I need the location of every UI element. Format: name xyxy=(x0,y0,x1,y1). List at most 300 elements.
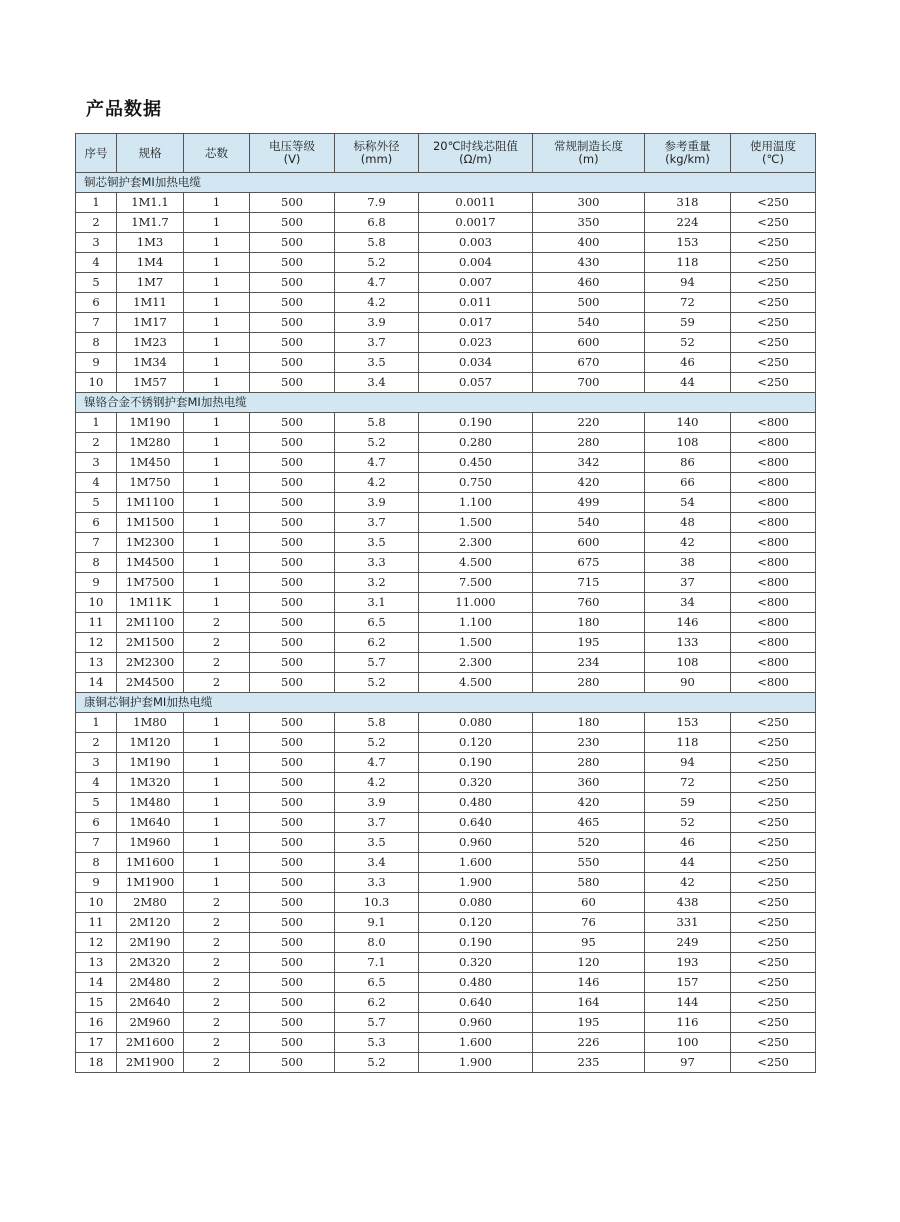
cell-length: 220 xyxy=(533,413,645,433)
cell-spec: 2M4500 xyxy=(117,673,184,693)
cell-weight: 193 xyxy=(645,953,731,973)
table-row xyxy=(76,293,816,313)
cell-temperature: <800 xyxy=(731,673,816,693)
cell-weight: 34 xyxy=(645,593,731,613)
cell-spec: 1M1900 xyxy=(117,873,184,893)
cell-temperature: <250 xyxy=(731,273,816,293)
cell-spec: 2M1500 xyxy=(117,633,184,653)
cell-diameter: 5.2 xyxy=(335,433,419,453)
cell-weight: 37 xyxy=(645,573,731,593)
cell-no: 9 xyxy=(76,353,117,373)
cell-length: 164 xyxy=(533,993,645,1013)
cell-length: 120 xyxy=(533,953,645,973)
cell-temperature: <800 xyxy=(731,473,816,493)
table-row xyxy=(76,313,816,333)
cell-spec: 1M57 xyxy=(117,373,184,393)
cell-voltage: 500 xyxy=(250,833,335,853)
cell-spec: 1M4 xyxy=(117,253,184,273)
table-row xyxy=(76,773,816,793)
table-row xyxy=(76,733,816,753)
cell-no: 14 xyxy=(76,673,117,693)
cell-temperature: <800 xyxy=(731,533,816,553)
cell-spec: 1M280 xyxy=(117,433,184,453)
cell-cores: 1 xyxy=(184,773,250,793)
table-row xyxy=(76,913,816,933)
cell-spec: 2M120 xyxy=(117,913,184,933)
cell-spec: 1M1500 xyxy=(117,513,184,533)
table-row xyxy=(76,993,816,1013)
cell-resistance: 0.003 xyxy=(419,233,533,253)
cell-voltage: 500 xyxy=(250,513,335,533)
header-row xyxy=(76,134,816,173)
table-row xyxy=(76,513,816,533)
header-spec: 规格 xyxy=(117,134,184,173)
cell-no: 2 xyxy=(76,733,117,753)
cell-spec: 1M7 xyxy=(117,273,184,293)
cell-temperature: <250 xyxy=(731,193,816,213)
cell-weight: 46 xyxy=(645,833,731,853)
table-row xyxy=(76,193,816,213)
cell-no: 8 xyxy=(76,853,117,873)
cell-length: 499 xyxy=(533,493,645,513)
cell-cores: 1 xyxy=(184,373,250,393)
cell-diameter: 6.2 xyxy=(335,633,419,653)
table-row xyxy=(76,533,816,553)
cell-spec: 1M1.1 xyxy=(117,193,184,213)
cell-length: 670 xyxy=(533,353,645,373)
cell-no: 1 xyxy=(76,413,117,433)
cell-weight: 118 xyxy=(645,253,731,273)
cell-weight: 318 xyxy=(645,193,731,213)
cell-temperature: <250 xyxy=(731,713,816,733)
cell-length: 60 xyxy=(533,893,645,913)
cell-voltage: 500 xyxy=(250,613,335,633)
cell-resistance: 1.900 xyxy=(419,873,533,893)
cell-spec: 1M34 xyxy=(117,353,184,373)
cell-cores: 1 xyxy=(184,253,250,273)
cell-diameter: 3.2 xyxy=(335,573,419,593)
cell-temperature: <250 xyxy=(731,893,816,913)
group-title: 镍铬合金不锈钢护套MI加热电缆 xyxy=(76,393,816,413)
cell-resistance: 7.500 xyxy=(419,573,533,593)
cell-voltage: 500 xyxy=(250,193,335,213)
cell-cores: 1 xyxy=(184,513,250,533)
cell-voltage: 500 xyxy=(250,973,335,993)
cell-length: 675 xyxy=(533,553,645,573)
cell-weight: 42 xyxy=(645,533,731,553)
cell-voltage: 500 xyxy=(250,1033,335,1053)
cell-spec: 1M11 xyxy=(117,293,184,313)
cell-length: 180 xyxy=(533,713,645,733)
cell-length: 420 xyxy=(533,473,645,493)
cell-voltage: 500 xyxy=(250,293,335,313)
cell-temperature: <250 xyxy=(731,213,816,233)
cell-cores: 2 xyxy=(184,973,250,993)
cell-cores: 2 xyxy=(184,893,250,913)
cell-diameter: 3.3 xyxy=(335,553,419,573)
cell-spec: 2M1900 xyxy=(117,1053,184,1073)
table-row xyxy=(76,813,816,833)
cell-no: 2 xyxy=(76,433,117,453)
cell-temperature: <250 xyxy=(731,793,816,813)
cell-length: 195 xyxy=(533,1013,645,1033)
cell-weight: 438 xyxy=(645,893,731,913)
table-row xyxy=(76,413,816,433)
cell-diameter: 4.7 xyxy=(335,273,419,293)
cell-resistance: 0.0017 xyxy=(419,213,533,233)
cell-voltage: 500 xyxy=(250,213,335,233)
table-row xyxy=(76,833,816,853)
cell-temperature: <250 xyxy=(731,813,816,833)
cell-length: 95 xyxy=(533,933,645,953)
cell-diameter: 5.8 xyxy=(335,713,419,733)
cell-weight: 86 xyxy=(645,453,731,473)
cell-resistance: 2.300 xyxy=(419,533,533,553)
cell-cores: 2 xyxy=(184,953,250,973)
cell-voltage: 500 xyxy=(250,1013,335,1033)
cell-diameter: 4.2 xyxy=(335,293,419,313)
cell-weight: 59 xyxy=(645,313,731,333)
table-row xyxy=(76,793,816,813)
cell-temperature: <250 xyxy=(731,953,816,973)
cell-temperature: <250 xyxy=(731,233,816,253)
cell-weight: 108 xyxy=(645,653,731,673)
cell-cores: 1 xyxy=(184,793,250,813)
cell-voltage: 500 xyxy=(250,533,335,553)
cell-spec: 1M320 xyxy=(117,773,184,793)
cell-no: 9 xyxy=(76,573,117,593)
cell-resistance: 0.057 xyxy=(419,373,533,393)
group-header-row xyxy=(76,393,816,413)
cell-spec: 2M80 xyxy=(117,893,184,913)
cell-weight: 52 xyxy=(645,333,731,353)
cell-voltage: 500 xyxy=(250,313,335,333)
cell-spec: 1M4500 xyxy=(117,553,184,573)
cell-no: 10 xyxy=(76,373,117,393)
table-row xyxy=(76,893,816,913)
cell-resistance: 0.080 xyxy=(419,893,533,913)
cell-cores: 1 xyxy=(184,573,250,593)
cell-length: 700 xyxy=(533,373,645,393)
cell-weight: 133 xyxy=(645,633,731,653)
cell-resistance: 0.080 xyxy=(419,713,533,733)
cell-no: 7 xyxy=(76,533,117,553)
cell-length: 460 xyxy=(533,273,645,293)
cell-no: 18 xyxy=(76,1053,117,1073)
cell-temperature: <800 xyxy=(731,593,816,613)
cell-cores: 1 xyxy=(184,813,250,833)
cell-no: 4 xyxy=(76,473,117,493)
cell-diameter: 6.5 xyxy=(335,613,419,633)
header-length: 常规制造长度 (m) xyxy=(533,134,645,173)
cell-temperature: <250 xyxy=(731,833,816,853)
cell-length: 280 xyxy=(533,433,645,453)
table-row xyxy=(76,473,816,493)
cell-length: 280 xyxy=(533,753,645,773)
cell-diameter: 5.8 xyxy=(335,413,419,433)
cell-cores: 2 xyxy=(184,613,250,633)
cell-voltage: 500 xyxy=(250,273,335,293)
table-row xyxy=(76,493,816,513)
cell-temperature: <800 xyxy=(731,453,816,473)
cell-temperature: <800 xyxy=(731,493,816,513)
cell-cores: 1 xyxy=(184,293,250,313)
cell-temperature: <250 xyxy=(731,733,816,753)
cell-temperature: <800 xyxy=(731,573,816,593)
cell-weight: 94 xyxy=(645,273,731,293)
group-title: 铜芯铜护套MI加热电缆 xyxy=(76,173,816,193)
table-row xyxy=(76,373,816,393)
cell-spec: 1M480 xyxy=(117,793,184,813)
cell-no: 12 xyxy=(76,633,117,653)
cell-weight: 59 xyxy=(645,793,731,813)
table-row xyxy=(76,633,816,653)
cell-weight: 90 xyxy=(645,673,731,693)
cell-spec: 1M80 xyxy=(117,713,184,733)
cell-spec: 2M640 xyxy=(117,993,184,1013)
cell-weight: 153 xyxy=(645,233,731,253)
cell-voltage: 500 xyxy=(250,913,335,933)
cell-resistance: 1.600 xyxy=(419,1033,533,1053)
cell-spec: 2M320 xyxy=(117,953,184,973)
cell-resistance: 0.960 xyxy=(419,833,533,853)
cell-length: 280 xyxy=(533,673,645,693)
table-row xyxy=(76,593,816,613)
cell-spec: 1M960 xyxy=(117,833,184,853)
cell-diameter: 4.7 xyxy=(335,753,419,773)
cell-length: 342 xyxy=(533,453,645,473)
cell-diameter: 5.8 xyxy=(335,233,419,253)
cell-resistance: 0.480 xyxy=(419,793,533,813)
cell-voltage: 500 xyxy=(250,473,335,493)
cell-temperature: <250 xyxy=(731,773,816,793)
cell-cores: 1 xyxy=(184,713,250,733)
table-body xyxy=(76,173,816,1073)
cell-temperature: <800 xyxy=(731,433,816,453)
cell-length: 360 xyxy=(533,773,645,793)
cell-cores: 1 xyxy=(184,873,250,893)
cell-diameter: 3.4 xyxy=(335,853,419,873)
cell-diameter: 3.7 xyxy=(335,333,419,353)
group-header-row xyxy=(76,173,816,193)
cell-temperature: <800 xyxy=(731,413,816,433)
cell-diameter: 5.7 xyxy=(335,653,419,673)
cell-weight: 72 xyxy=(645,293,731,313)
cell-no: 4 xyxy=(76,253,117,273)
cell-no: 5 xyxy=(76,273,117,293)
table-row xyxy=(76,853,816,873)
cell-no: 7 xyxy=(76,833,117,853)
cell-temperature: <250 xyxy=(731,993,816,1013)
table-row xyxy=(76,573,816,593)
cell-diameter: 7.9 xyxy=(335,193,419,213)
cell-resistance: 0.640 xyxy=(419,993,533,1013)
cell-voltage: 500 xyxy=(250,433,335,453)
cell-length: 146 xyxy=(533,973,645,993)
cell-spec: 2M480 xyxy=(117,973,184,993)
cell-weight: 72 xyxy=(645,773,731,793)
header-diameter: 标称外径 (mm) xyxy=(335,134,419,173)
cell-temperature: <250 xyxy=(731,253,816,273)
group-title: 康铜芯铜护套MI加热电缆 xyxy=(76,693,816,713)
cell-diameter: 9.1 xyxy=(335,913,419,933)
cell-resistance: 0.017 xyxy=(419,313,533,333)
cell-voltage: 500 xyxy=(250,553,335,573)
cell-temperature: <250 xyxy=(731,373,816,393)
cell-spec: 2M1600 xyxy=(117,1033,184,1053)
cell-temperature: <250 xyxy=(731,1053,816,1073)
table-row xyxy=(76,1013,816,1033)
table-row xyxy=(76,953,816,973)
cell-diameter: 6.5 xyxy=(335,973,419,993)
cell-temperature: <800 xyxy=(731,513,816,533)
cell-weight: 331 xyxy=(645,913,731,933)
cell-length: 550 xyxy=(533,853,645,873)
cell-spec: 1M120 xyxy=(117,733,184,753)
header-weight: 参考重量 (kg/km) xyxy=(645,134,731,173)
cell-diameter: 5.2 xyxy=(335,1053,419,1073)
cell-temperature: <250 xyxy=(731,753,816,773)
cell-spec: 1M17 xyxy=(117,313,184,333)
cell-length: 500 xyxy=(533,293,645,313)
cell-resistance: 1.100 xyxy=(419,493,533,513)
cell-spec: 1M1100 xyxy=(117,493,184,513)
cell-length: 350 xyxy=(533,213,645,233)
cell-temperature: <800 xyxy=(731,613,816,633)
cell-cores: 2 xyxy=(184,673,250,693)
cell-cores: 2 xyxy=(184,1053,250,1073)
cell-length: 195 xyxy=(533,633,645,653)
cell-voltage: 500 xyxy=(250,653,335,673)
cell-weight: 66 xyxy=(645,473,731,493)
cell-temperature: <250 xyxy=(731,1033,816,1053)
cell-resistance: 0.011 xyxy=(419,293,533,313)
table-row xyxy=(76,713,816,733)
cell-temperature: <250 xyxy=(731,853,816,873)
cell-resistance: 1.500 xyxy=(419,633,533,653)
cell-no: 2 xyxy=(76,213,117,233)
cell-temperature: <250 xyxy=(731,353,816,373)
cell-temperature: <250 xyxy=(731,1013,816,1033)
table-row xyxy=(76,233,816,253)
cell-weight: 140 xyxy=(645,413,731,433)
cell-weight: 224 xyxy=(645,213,731,233)
cell-spec: 1M190 xyxy=(117,753,184,773)
cell-resistance: 1.100 xyxy=(419,613,533,633)
cell-diameter: 3.9 xyxy=(335,313,419,333)
header-voltage: 电压等级 (V) xyxy=(250,134,335,173)
cell-temperature: <250 xyxy=(731,913,816,933)
cell-cores: 1 xyxy=(184,853,250,873)
cell-diameter: 5.3 xyxy=(335,1033,419,1053)
cell-diameter: 3.7 xyxy=(335,813,419,833)
cell-voltage: 500 xyxy=(250,633,335,653)
cell-temperature: <800 xyxy=(731,553,816,573)
cell-no: 10 xyxy=(76,593,117,613)
cell-resistance: 0.190 xyxy=(419,753,533,773)
cell-no: 13 xyxy=(76,953,117,973)
cell-cores: 1 xyxy=(184,313,250,333)
cell-resistance: 0.320 xyxy=(419,953,533,973)
cell-cores: 2 xyxy=(184,993,250,1013)
cell-resistance: 0.190 xyxy=(419,413,533,433)
cell-voltage: 500 xyxy=(250,753,335,773)
cell-weight: 42 xyxy=(645,873,731,893)
cell-resistance: 0.007 xyxy=(419,273,533,293)
group-header-row xyxy=(76,693,816,713)
cell-cores: 1 xyxy=(184,753,250,773)
cell-spec: 1M450 xyxy=(117,453,184,473)
cell-length: 430 xyxy=(533,253,645,273)
cell-no: 11 xyxy=(76,913,117,933)
cell-no: 5 xyxy=(76,493,117,513)
cell-cores: 1 xyxy=(184,473,250,493)
cell-resistance: 2.300 xyxy=(419,653,533,673)
cell-resistance: 4.500 xyxy=(419,553,533,573)
cell-length: 540 xyxy=(533,313,645,333)
cell-weight: 118 xyxy=(645,733,731,753)
cell-spec: 1M1600 xyxy=(117,853,184,873)
cell-cores: 1 xyxy=(184,533,250,553)
cell-weight: 146 xyxy=(645,613,731,633)
cell-no: 1 xyxy=(76,193,117,213)
cell-length: 580 xyxy=(533,873,645,893)
table-row xyxy=(76,353,816,373)
cell-resistance: 0.480 xyxy=(419,973,533,993)
table-row xyxy=(76,253,816,273)
cell-weight: 100 xyxy=(645,1033,731,1053)
cell-length: 420 xyxy=(533,793,645,813)
cell-resistance: 0.004 xyxy=(419,253,533,273)
cell-cores: 1 xyxy=(184,553,250,573)
cell-length: 300 xyxy=(533,193,645,213)
cell-length: 400 xyxy=(533,233,645,253)
cell-weight: 144 xyxy=(645,993,731,1013)
cell-no: 12 xyxy=(76,933,117,953)
cell-no: 7 xyxy=(76,313,117,333)
cell-diameter: 3.3 xyxy=(335,873,419,893)
cell-resistance: 0.750 xyxy=(419,473,533,493)
cell-voltage: 500 xyxy=(250,953,335,973)
cell-cores: 1 xyxy=(184,433,250,453)
cell-diameter: 3.9 xyxy=(335,493,419,513)
cell-cores: 1 xyxy=(184,493,250,513)
cell-diameter: 5.2 xyxy=(335,673,419,693)
cell-length: 540 xyxy=(533,513,645,533)
cell-diameter: 7.1 xyxy=(335,953,419,973)
cell-spec: 1M750 xyxy=(117,473,184,493)
cell-voltage: 500 xyxy=(250,713,335,733)
cell-temperature: <250 xyxy=(731,873,816,893)
cell-resistance: 0.640 xyxy=(419,813,533,833)
cell-resistance: 0.120 xyxy=(419,733,533,753)
cell-length: 600 xyxy=(533,333,645,353)
cell-weight: 52 xyxy=(645,813,731,833)
header-resistance: 20℃时线芯阻值 (Ω/m) xyxy=(419,134,533,173)
cell-temperature: <250 xyxy=(731,333,816,353)
table-row xyxy=(76,273,816,293)
cell-length: 465 xyxy=(533,813,645,833)
cell-no: 13 xyxy=(76,653,117,673)
cell-resistance: 0.320 xyxy=(419,773,533,793)
table-row xyxy=(76,333,816,353)
cell-no: 10 xyxy=(76,893,117,913)
cell-resistance: 11.000 xyxy=(419,593,533,613)
cell-length: 235 xyxy=(533,1053,645,1073)
cell-temperature: <800 xyxy=(731,633,816,653)
cell-spec: 2M190 xyxy=(117,933,184,953)
cell-cores: 1 xyxy=(184,413,250,433)
